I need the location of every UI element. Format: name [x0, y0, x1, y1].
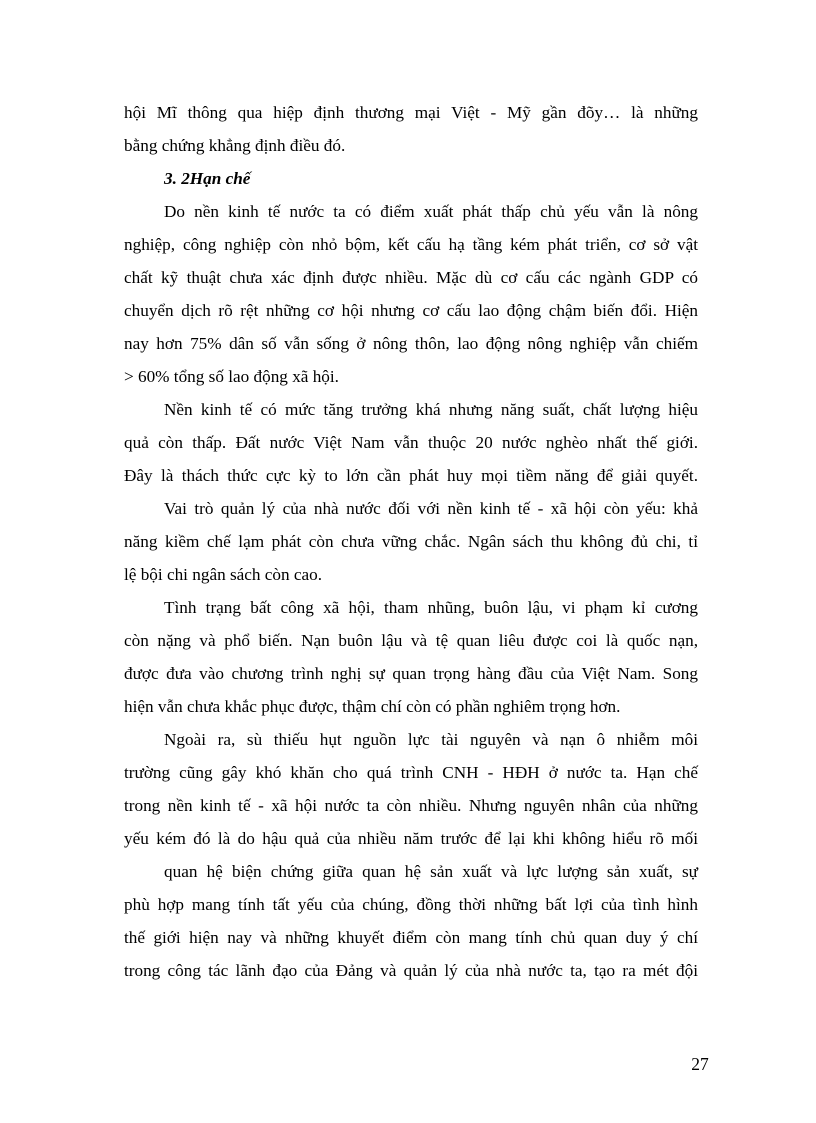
text-line: hội Mĩ thông qua hiệp định thương mại Việt - Mỹ gần đõy… là những — [124, 103, 698, 122]
text-line: > 60% tổng số lao động xã hội. — [124, 367, 339, 386]
text-line: được đưa vào chương trình nghị sự quan trọng hàng đầu của Việt Nam. Song — [124, 664, 698, 683]
text-line: Vai trò quản lý của nhà nước đối với nền kinh tế - xã hội còn yếu: khả — [164, 499, 698, 518]
text-line: Đây là thách thức cực kỳ to lớn cần phát huy mọi tiềm năng để giải quyết. — [124, 466, 698, 485]
text-line: hiện vẫn chưa khắc phục được, thậm chí còn có phần nghiêm trọng hơn. — [124, 697, 621, 716]
text-line: thế giới hiện nay và những khuyết điểm còn mang tính chủ quan duy ý chí — [124, 928, 698, 947]
text-line: quan hệ biện chứng giữa quan hệ sản xuất và lực lượng sản xuất, sự — [164, 862, 698, 881]
text-line: trường cũng gây khó khăn cho quá trình CNH - HĐH ở nước ta. Hạn chế — [124, 763, 698, 782]
text-line: năng kiềm chế lạm phát còn chưa vững chắc. Ngân sách thu không đủ chi, tỉ — [124, 532, 698, 551]
text-line: chất kỹ thuật chưa xác định được nhiều. Mặc dù cơ cấu các ngành GDP có — [124, 268, 698, 287]
text-line: còn nặng và phổ biến. Nạn buôn lậu và tệ quan liêu được coi là quốc nạn, — [124, 631, 698, 650]
text-line: phù hợp mang tính tất yếu của chúng, đồng thời những bất lợi của tình hình — [124, 895, 698, 914]
text-line: bằng chứng khẳng định điều đó. — [124, 136, 346, 155]
text-line: Do nền kinh tế nước ta có điểm xuất phát thấp chủ yếu vẫn là nông — [164, 202, 698, 221]
text-line: trong nền kinh tế - xã hội nước ta còn nhiều. Nhưng nguyên nhân của những — [124, 796, 698, 815]
text-line: lệ bội chi ngân sách còn cao. — [124, 565, 323, 584]
body-text — [124, 96, 698, 987]
text-line: quả còn thấp. Đất nước Việt Nam vẫn thuộc 20 nước nghèo nhất thế giới. — [124, 433, 698, 452]
text-line: Nền kinh tế có mức tăng trưởng khá nhưng năng suất, chất lượng hiệu — [164, 400, 698, 419]
page-number: 27 — [691, 1054, 709, 1074]
text-line: trong công tác lãnh đạo của Đảng và quản lý của nhà nước ta, tạo ra mét đội — [124, 961, 698, 980]
text-line: nay hơn 75% dân số vẫn sống ở nông thôn, lao động nông nghiệp vẫn chiếm — [124, 334, 698, 353]
text-line: nghiệp, công nghiệp còn nhỏ bộm, kết cấu hạ tầng kém phát triển, cơ sở vật — [124, 235, 698, 254]
text-line: Tình trạng bất công xã hội, tham nhũng, buôn lậu, vi phạm kỉ cương — [164, 598, 698, 617]
section-heading: 3. 2Hạn chế — [164, 169, 251, 188]
text-line: chuyển dịch rõ rệt những cơ hội nhưng cơ cấu lao động chậm biến đổi. Hiện — [124, 301, 698, 320]
text-line: yếu kém đó là do hậu quả của nhiều năm trước để lại khi không hiểu rõ mối — [124, 829, 698, 848]
text-line: Ngoài ra, sù thiếu hụt nguồn lực tài nguyên và nạn ô nhiễm môi — [164, 730, 698, 749]
